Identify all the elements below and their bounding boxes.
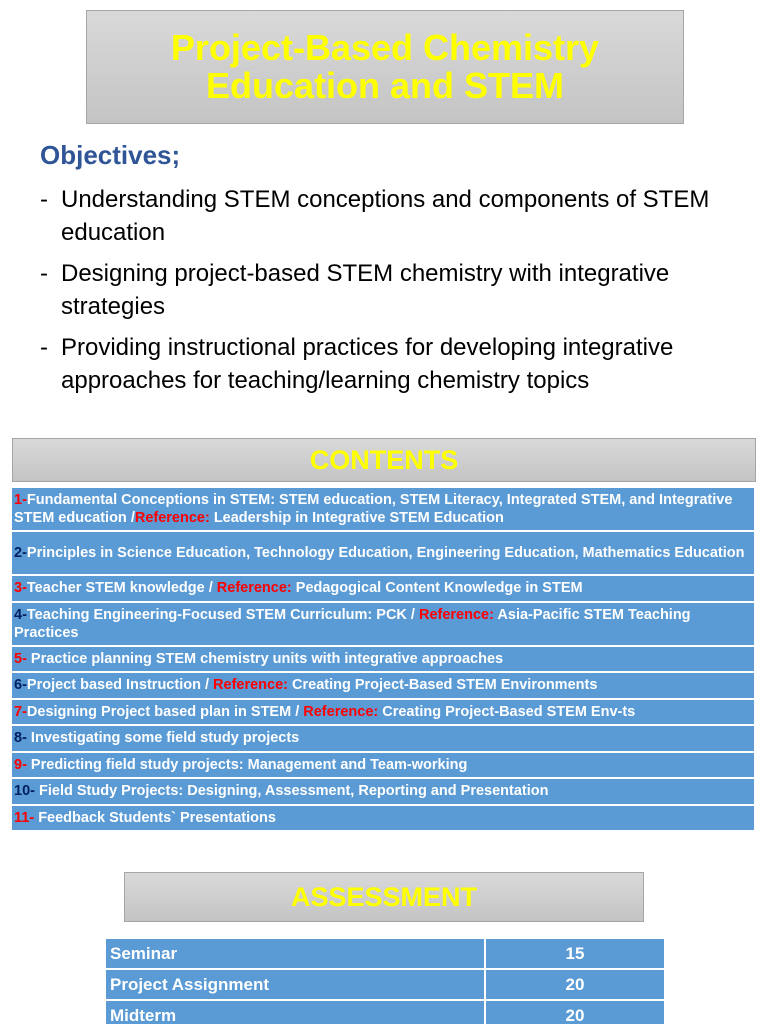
reference-text: Creating Project-Based STEM Environments (287, 677, 598, 694)
objective-text: Providing instructional practices for developing integrative approaches for teaching/learning chemistry topics (61, 334, 674, 394)
table-row (105, 969, 665, 1000)
reference-text: Leadership in Integrative STEM Education (209, 510, 504, 526)
objective-item (40, 331, 760, 397)
reference-label: Reference: (418, 606, 494, 623)
contents-item-10 (12, 779, 754, 806)
table-row (105, 938, 665, 969)
contents-item-8 (12, 726, 754, 753)
item-number: 4- (14, 606, 27, 623)
contents-item-3 (12, 576, 754, 603)
reference-text: Asia-Pacific STEM Teaching Practices (14, 606, 691, 641)
item-text: Project based Instruction / (26, 677, 214, 694)
reference-label: Reference: (134, 510, 210, 526)
assessment-label: Project Assignment (105, 969, 485, 1000)
reference-text: Creating Project-Based STEM Env-ts (378, 703, 636, 720)
reference-text: Pedagogical Content Knowledge in STEM (291, 580, 583, 597)
assessment-heading: ASSESSMENT (124, 872, 644, 922)
objectives-heading: Objectives; (40, 140, 181, 170)
item-number: 7- (14, 703, 27, 720)
assessment-label: Midterm (105, 1000, 485, 1024)
contents-item-2 (12, 532, 754, 576)
item-text: Fundamental Conceptions in STEM: STEM education, STEM Literacy, Integrated STEM, and Integrative STEM education / (14, 492, 733, 526)
item-text: Predicting field study projects: Management and Team-working (26, 756, 468, 773)
dash-bullet: - (40, 334, 48, 361)
contents-heading: CONTENTS (12, 438, 756, 482)
contents-item-1 (12, 488, 754, 532)
item-text: Feedback Students` Presentations (34, 809, 276, 826)
objectives-list (40, 183, 760, 405)
assessment-table (104, 937, 666, 1024)
dash-bullet: - (40, 186, 48, 213)
assessment-value: 15 (485, 938, 665, 969)
item-text: Designing Project based plan in STEM / (26, 703, 304, 720)
item-number: 5- (14, 650, 27, 667)
item-text: Field Study Projects: Designing, Assessment, Reporting and Presentation (34, 783, 549, 800)
objective-item (40, 257, 760, 323)
reference-label: Reference: (303, 703, 379, 720)
assessment-value: 20 (485, 969, 665, 1000)
assessment-value: 20 (485, 1000, 665, 1024)
item-number: 3- (14, 580, 27, 597)
item-number: 9- (14, 756, 27, 773)
item-number: 10- (14, 783, 35, 800)
item-number: 2- (14, 545, 27, 561)
title-banner (86, 10, 684, 124)
contents-item-5 (12, 647, 754, 674)
objective-item (40, 183, 760, 249)
item-text: Principles in Science Education, Technology Education, Engineering Education, Mathematics Education (26, 545, 745, 561)
item-text: Investigating some field study projects (26, 730, 300, 747)
assessment-label: Seminar (105, 938, 485, 969)
dash-bullet: - (40, 260, 48, 287)
item-number: 11- (14, 809, 35, 826)
reference-label: Reference: (213, 677, 288, 694)
item-number: 8- (14, 730, 27, 747)
item-text: Teacher STEM knowledge / (26, 580, 217, 597)
title-line-2: Education and STEM (205, 65, 564, 106)
title-line-1: Project-Based Chemistry (170, 27, 600, 68)
objective-text: Understanding STEM conceptions and components of STEM education (61, 186, 710, 246)
contents-item-4 (12, 603, 754, 647)
item-text: Teaching Engineering-Focused STEM Curriculum: PCK / (26, 606, 419, 623)
contents-list (12, 488, 754, 832)
contents-item-7 (12, 700, 754, 727)
contents-item-9 (12, 753, 754, 780)
item-number: 6- (14, 677, 27, 694)
contents-item-6 (12, 673, 754, 700)
item-number: 1- (14, 492, 27, 508)
table-row (105, 1000, 665, 1024)
objective-text: Designing project-based STEM chemistry with integrative strategies (61, 260, 670, 320)
item-text: Practice planning STEM chemistry units with integrative approaches (26, 650, 504, 667)
reference-label: Reference: (216, 580, 292, 597)
contents-item-11 (12, 806, 754, 833)
